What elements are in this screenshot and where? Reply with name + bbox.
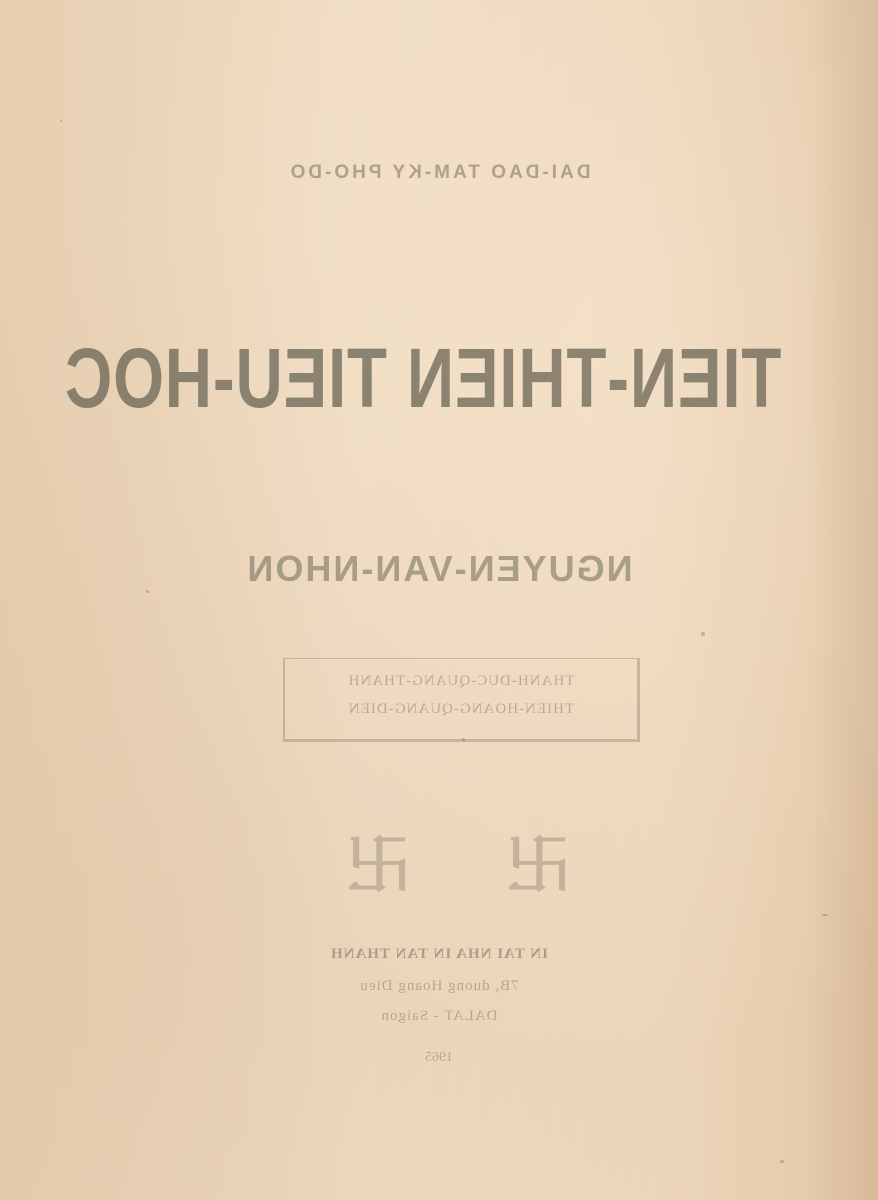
- publication-year: 1965: [425, 1050, 453, 1065]
- framed-dedication-box: [283, 658, 640, 742]
- box-line-1: THANH-DUC-QUANG-THANH: [347, 673, 575, 689]
- book-title: TIEN-THIEN TIEU-HOC: [64, 331, 782, 425]
- emblem-symbol: 卍 卍: [307, 831, 571, 902]
- publisher-line-1: IN TAI NHA IN TAN THANH: [330, 946, 548, 962]
- publisher-line-2: 7B, duong Hoang Dieu: [359, 978, 519, 994]
- publisher-line-3: DALAT - Saigon: [380, 1008, 498, 1024]
- box-line-2: THIEN-HOANG-QUANG-DIEN: [347, 701, 575, 717]
- author-name: NGUYEN-VAN-NHON: [245, 548, 633, 589]
- series-heading: DAI-DAO TAM-KY PHO-DO: [287, 162, 591, 183]
